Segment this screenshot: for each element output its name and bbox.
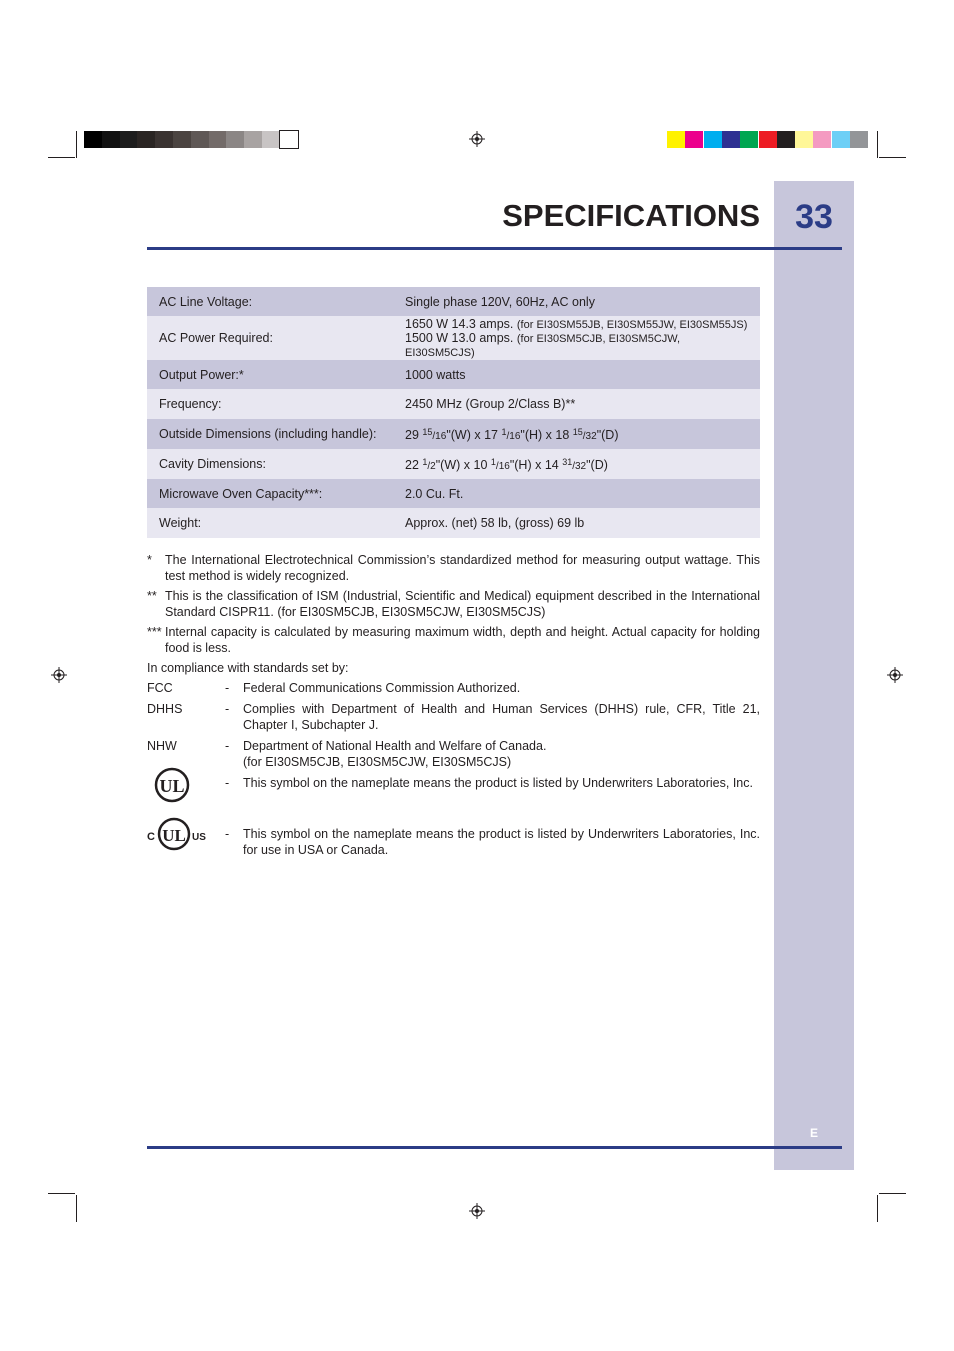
compliance-item: FCC - Federal Communications Commission Authorized.: [147, 681, 521, 695]
registration-mark-icon: [469, 131, 485, 147]
color-swatch: [722, 131, 740, 148]
color-swatch: [813, 131, 831, 148]
crop-mark: [48, 157, 75, 158]
grayscale-swatch: [102, 131, 120, 148]
color-swatch: [704, 131, 722, 148]
grayscale-swatch: [84, 131, 102, 148]
spec-label: Outside Dimensions (including handle):: [159, 427, 377, 441]
footnote: *** Internal capacity is calculated by measuring maximum width, depth and height. Actual capacity for holding food is less.: [147, 625, 760, 655]
svg-text:UL: UL: [159, 776, 185, 796]
grayscale-swatch: [244, 131, 262, 148]
color-swatch: [795, 131, 813, 148]
table-row: [147, 479, 760, 508]
grayscale-swatch: [191, 131, 209, 148]
table-row: [147, 449, 760, 479]
crop-mark: [879, 157, 906, 158]
registration-mark-icon: [469, 1203, 485, 1219]
table-row: [147, 389, 760, 419]
color-swatch: [740, 131, 758, 148]
compliance-item: DHHS - Complies with Department of Health and Human Services (DHHS) rule, CFR, Title 21, Chapter I, Subchapter J.: [147, 702, 760, 732]
compliance-item: C UL US - This symbol on the nameplate means the product is listed by Underwriters Laboratories, Inc. for use in USA or Canada.: [147, 826, 760, 858]
power-line-1: 1650 W 14.3 amps.: [405, 317, 514, 331]
compliance-item: UL - This symbol on the nameplate means the product is listed by Underwriters Laboratories, Inc.: [147, 775, 760, 821]
footnote: * The International Electrotechnical Commission’s standardized method for measuring output wattage. This test method is widely recognized.: [147, 553, 760, 583]
grayscale-swatch: [155, 131, 173, 148]
table-row: [147, 316, 760, 360]
spec-label: Cavity Dimensions:: [159, 457, 266, 471]
crop-mark: [877, 131, 878, 158]
crop-mark: [76, 131, 77, 158]
spec-label: AC Line Voltage:: [159, 294, 253, 309]
specifications-table: [147, 287, 760, 538]
svg-text:US: US: [192, 832, 206, 843]
spec-label: Output Power:*: [159, 367, 244, 382]
crop-mark: [879, 1193, 906, 1194]
spec-value: 22 $^1$/2"(W) x 10 $^1$/16"(H) x 14 $^{31}$/32"(D): [405, 456, 608, 472]
page-number: 33: [795, 198, 833, 236]
spec-value: [393, 316, 760, 360]
table-row: [147, 419, 760, 449]
crop-mark: [877, 1195, 878, 1222]
registration-mark-icon: [887, 667, 903, 683]
spec-label: Weight:: [159, 516, 202, 530]
power-line-2-models: (for EI30SM5CJB, EI30SM5CJW, EI30SM5CJS): [405, 333, 681, 359]
power-line-2: 1500 W 13.0 amps.: [405, 331, 514, 345]
grayscale-swatch: [280, 131, 298, 148]
power-line-1-models: (for EI30SM55JB, EI30SM55JW, EI30SM55JS): [516, 319, 748, 331]
title-rule: [147, 247, 842, 250]
grayscale-swatch: [137, 131, 155, 148]
spec-label: Microwave Oven Capacity***:: [159, 486, 323, 501]
table-row: [147, 360, 760, 389]
crop-mark: [76, 1195, 77, 1222]
compliance-item: NHW - Department of National Health and Welfare of Canada. (for EI30SM5CJB, EI30SM5CJW, EI30SM5CJS): [147, 739, 547, 769]
registration-mark-icon: [51, 667, 67, 683]
table-row: [147, 287, 760, 316]
language-tab: E: [809, 1126, 818, 1140]
spec-value: Approx. (net) 58 lb, (gross) 69 lb: [405, 516, 585, 530]
color-swatch: [850, 131, 868, 148]
compliance-intro: In compliance with standards set by:: [147, 661, 349, 675]
color-swatch: [832, 131, 850, 148]
grayscale-swatch: [120, 131, 138, 148]
color-swatch: [667, 131, 685, 148]
spec-label: AC Power Required:: [159, 331, 273, 345]
ul-logo-icon: [154, 765, 190, 809]
svg-text:C: C: [147, 831, 155, 843]
spec-value: Single phase 120V, 60Hz, AC only: [405, 294, 595, 309]
color-swatch: [759, 131, 777, 148]
spec-value: 2.0 Cu. Ft.: [405, 486, 464, 501]
crop-mark: [48, 1193, 75, 1194]
footnote: ** This is the classification of ISM (Industrial, Scientific and Medical) equipment described in the International Standard CISPR11. (for EI30SM5CJB, EI30SM5CJW, EI30SM5CJS): [147, 589, 760, 619]
notes-section: [147, 552, 760, 863]
grayscale-swatch: [209, 131, 227, 148]
footer-rule: [147, 1146, 842, 1149]
spec-value: 29 $^{15}$/16"(W) x 17 $^1$/16"(H) x 18 $^{15}$/32"(D): [405, 426, 619, 442]
sidebar-tab: [774, 181, 854, 1170]
grayscale-swatch: [262, 131, 280, 148]
spec-label: Frequency:: [159, 397, 222, 411]
page-title: SPECIFICATIONS: [502, 198, 760, 233]
color-swatch: [777, 131, 795, 148]
color-swatch: [685, 131, 703, 148]
spec-value: 2450 MHz (Group 2/Class B)**: [405, 397, 576, 411]
cul-us-logo-icon: [147, 814, 209, 858]
table-row: [147, 508, 760, 538]
spec-value: 1000 watts: [405, 367, 466, 382]
svg-text:UL: UL: [162, 826, 186, 845]
grayscale-swatch: [226, 131, 244, 148]
grayscale-swatch: [173, 131, 191, 148]
